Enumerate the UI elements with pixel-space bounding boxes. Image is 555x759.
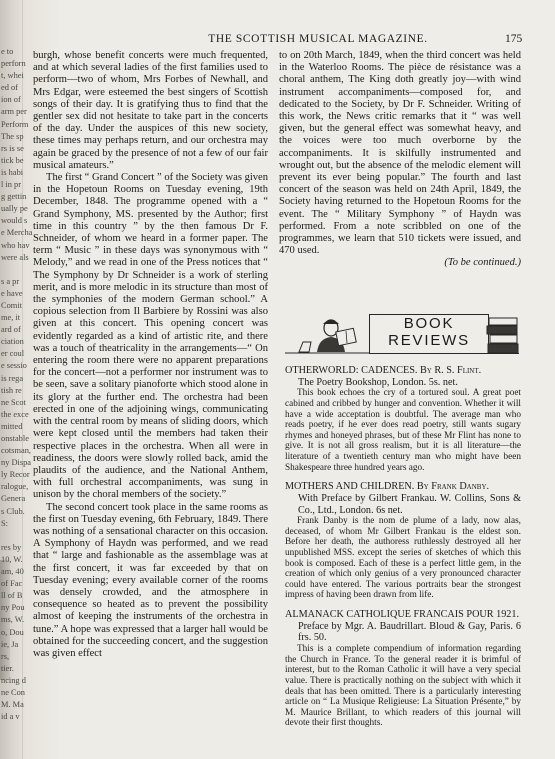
facing-page-fragment: S: — [1, 518, 8, 528]
facing-page-fragment: ne Scot — [1, 397, 26, 407]
article-column-right — [279, 50, 521, 270]
review-title: ALMANACK CATHOLIQUE FRANCAIS POUR 1921. — [285, 609, 520, 621]
facing-page-fragment: cotsman, — [1, 446, 32, 456]
banner-title-line-1: BOOK — [403, 315, 455, 332]
facing-page-fragment: arm per — [1, 107, 27, 117]
facing-page-fragment: mitted — [1, 421, 23, 431]
facing-page-fragment: ually pe — [1, 204, 28, 214]
paragraph: burgh, whose benefit concerts were much frequented, and at which several ladies of the first families used to perform—two of whom, Mrs Forbes of Newhall, and Mrs Edgar, were esteemed the best singers of Scottish songs of their day. It is gratifying thus to find that the gentler sex did not hesitate to take part in the concerts of the day. Under the auspices of this new society, these times may perhaps return, and our orchestra may again be graced by the presence of not a few of our fair musical amateurs.” — [33, 50, 268, 171]
facing-page-fragment: ion of — [1, 95, 21, 105]
facing-page-fragment: ralogue, — [1, 482, 29, 492]
article-column-left — [33, 50, 268, 660]
facing-page-fragment: ard of — [1, 325, 21, 335]
facing-page-fragment: ie, Ja — [1, 639, 19, 649]
facing-page-fragment: ny Pou — [1, 603, 25, 613]
facing-page-fragment: would s — [1, 216, 28, 226]
review-text: This book echoes the cry of a tortured soul. A great poet cabined and cribbed by hunger and convention. Whether it will have a wide acceptation is doubtful. The average man who reads poetry, if he ever does read poetry, still wants sugary rhymes and honeyed phrases, but of these Mr Flint has none to give. It is not all gross realism, but it is all literature—the literature of a twentieth century man who might have been Shakespeare three hundred years ago. — [285, 388, 521, 473]
facing-page-fragment: res by — [1, 542, 22, 552]
facing-page-fragment: e sessio — [1, 361, 27, 371]
facing-page-fragment: o, Dou — [1, 627, 24, 637]
facing-page-fragment — [1, 530, 21, 542]
facing-page-fragment: ny Dispa — [1, 458, 32, 468]
facing-page-fragment: am, 40 — [1, 567, 24, 577]
to-be-continued: (To be continued.) — [444, 257, 521, 269]
facing-page-fragment: tish re — [1, 385, 22, 395]
facing-page-fragment: perforn — [1, 59, 26, 69]
paragraph: The first “ Grand Concert ” of the Society was given in the Hopetoun Rooms on Tuesday evening, 19th December, 1848. The programme opened with a “ Grand Symphony, MS. presented by the Author; first time in this country ” by the then famous Dr F. Schneider, of whom we heard in a former paper. The term “ Music ” in these days was synonymous with “ Melody,” and we read in one of the Press notices that “ The Symphony by Dr Schneider is a work of sterling merit, and is more melodic in its structure than most of the symphonies of the modern German school.” A copious selection from Il Barbiere by Rossini was also given at this concert. This opening concert was evidently regarded as a kind of artistic rite, and there was a touch of theatricality in the arrangements—“ On entering the room there were no apparent preparations for the concert—not a performer nor instrument was to be seen, save a solitary pianoforte which stood alone in its glory at the further end. The orchestra had been erected in one of the adjoining wings, communicating with the central room by means of sliding doors, which were kept closed until the members had taken their respective places in the orchestra. When all were in readiness, the doors were slowly rolled back, amid the plaudits of the audience, and the National Anthem, with full orchestral accompaniments, was sung in unison by the choral members of the society.” — [33, 172, 268, 501]
facing-page-fragment: ne Con — [1, 687, 25, 697]
facing-page-fragment: e Mercha — [1, 228, 33, 238]
facing-page-fragment: s Club. — [1, 506, 25, 516]
facing-page-fragment: tick be — [1, 155, 24, 165]
running-title: THE SCOTTISH MUSICAL MAGAZINE. — [208, 33, 428, 45]
review-publisher: The Poetry Bookshop, London. 5s. net. — [298, 376, 458, 388]
facing-page-fragment: of Fac — [1, 579, 23, 589]
facing-page-fragment: l in pr — [1, 180, 22, 190]
review-heading — [285, 481, 521, 516]
review-item — [285, 365, 521, 473]
facing-page-fragment: ly Recor — [1, 470, 30, 480]
banner-title — [369, 314, 489, 354]
facing-page-fragment: is habi — [1, 167, 24, 177]
facing-page-fragment: The sp — [1, 131, 24, 141]
book-stack-icon — [487, 314, 519, 354]
facing-page-fragment: Comit — [1, 300, 22, 310]
facing-page-fragment: is rega — [1, 373, 24, 383]
facing-page-fragment: rs, — [1, 651, 10, 661]
facing-page-fragment: ncing d — [1, 675, 26, 685]
review-author: By Frank Danby. — [416, 481, 490, 493]
facing-page-fragments — [1, 46, 33, 723]
facing-page-fragment: who hav — [1, 240, 30, 250]
facing-page-fragment: id a v — [1, 712, 20, 722]
facing-page-fragment: tier. — [1, 663, 14, 673]
facing-page-fragment: ed of — [1, 83, 18, 93]
reader-illustration-icon — [285, 312, 369, 358]
paragraph: to on 20th March, 1849, when the third concert was held in the Waterloo Rooms. The pièce de résistance was a choral anthem, The King doth greatly joy—with wind instrument accompaniments—composed for, and dedicated to the Society, by Dr F. Schneider. Writing of this work, the News critic remarks that it “ was well given, but the general effect was somewhat heavy, and the voices were too much overborne by the accompaniments. It is skilfully instrumented and wrought out, but the absence of the melodic element will prevent its ever being popular.” The fourth and last concert of the season was held on 24th April, 1849, the Society having returned to the Hopetoun Rooms for the event. The “ Military Symphony ” of Haydn was performed. From a note scribbled on one of the programmes, we learn that 510 tickets were issued, and 470 used. — [279, 50, 521, 257]
review-text: Frank Danby is the nom de plume of a lady, now alas, deceased, of whom Mr Gilbert Frankau is the eldest son. Before her death, the authoress ruthlessly destroyed all her unpublished MSS. except the series of sketches of which this book is composed. Each of these is a perfect little gem, in the creation of which only genius of a very pronounced character could have entered. The various portraits bear the strongest impress of having been drawn from life. — [285, 516, 521, 601]
facing-page-fragment: onstable — [1, 434, 29, 443]
reviews-section — [285, 365, 521, 737]
review-publisher: With Preface by Gilbert Frankau. W. Collins, Sons & Co., Ltd., London. 6s net. — [298, 492, 521, 516]
facing-page-fragment: s a pr — [1, 276, 20, 286]
review-item — [285, 609, 521, 729]
facing-page-fragment: Genera — [1, 494, 26, 504]
facing-page-fragment: e have — [1, 288, 23, 298]
review-text: This is a complete compendium of information regarding the Church in France. To the general reader it is brimful of interest, but to the Roman Catholic it will have a very special value. There is practically nothing on the subject with which it deals that has been omitted. There is a particularly interesting article on “ La Musique Religieuse: La Situation Présente,” by M. Maurice Brillant, to which readers of this journal will devote their first thoughts. — [285, 644, 521, 729]
book-reviews-banner — [285, 312, 519, 358]
facing-page-fragment: ll of B — [1, 591, 23, 601]
review-heading — [285, 609, 521, 644]
page-number: 175 — [505, 33, 523, 45]
banner-title-line-2: REVIEWS — [388, 332, 470, 349]
facing-page-fragment: e to — [1, 47, 14, 56]
review-publisher: Preface by Mgr. A. Baudrillart. Bloud & Gay, Paris. 6 frs. 50. — [298, 620, 521, 644]
paragraph: The second concert took place in the same rooms as the first on Tuesday evening, 6th February, 1849. There was nothing of a sensational character on this occasion. A Symphony of Haydn was performed, and we read that “ large and fashionable as the assemblage was at the first concert, it was far exceeded by that on Tuesday evening; every available corner of the rooms was densely crowded, and the atmosphere in consequence so heated as to prevent the possibility almost of keeping the instruments of the orchestra in tune.” A hope was expressed that a larger hall would be obtained for the succeeding concert, and the suggestion was given effect — [33, 501, 268, 659]
facing-page-fragment: t, whei — [1, 71, 24, 81]
facing-page-fragment — [1, 264, 21, 276]
facing-page-fragment: g gettin — [1, 192, 27, 202]
review-body — [285, 644, 521, 729]
facing-page-fragment: M. Ma — [1, 700, 24, 710]
facing-page-fragment: rs is se — [1, 143, 24, 153]
review-body — [285, 388, 521, 473]
review-body — [285, 516, 521, 601]
facing-page-fragment: the exce — [1, 409, 29, 419]
review-heading — [285, 365, 521, 388]
review-title: MOTHERS AND CHILDREN. — [285, 481, 415, 493]
facing-page-fragment: Perform — [1, 119, 29, 129]
facing-page-fragment: me, it — [1, 313, 21, 323]
facing-page-fragment: ciation — [1, 337, 24, 347]
review-title: OTHERWORLD: CADENCES. — [285, 365, 418, 376]
review-item — [285, 481, 521, 601]
review-author: By R. S. Flint. — [419, 365, 482, 376]
facing-page-fragment: ms, W. — [1, 615, 25, 625]
facing-page-fragment: 10, W. — [1, 554, 23, 564]
facing-page-fragment: were als — [1, 252, 29, 262]
facing-page-fragment: er coul — [1, 349, 25, 359]
